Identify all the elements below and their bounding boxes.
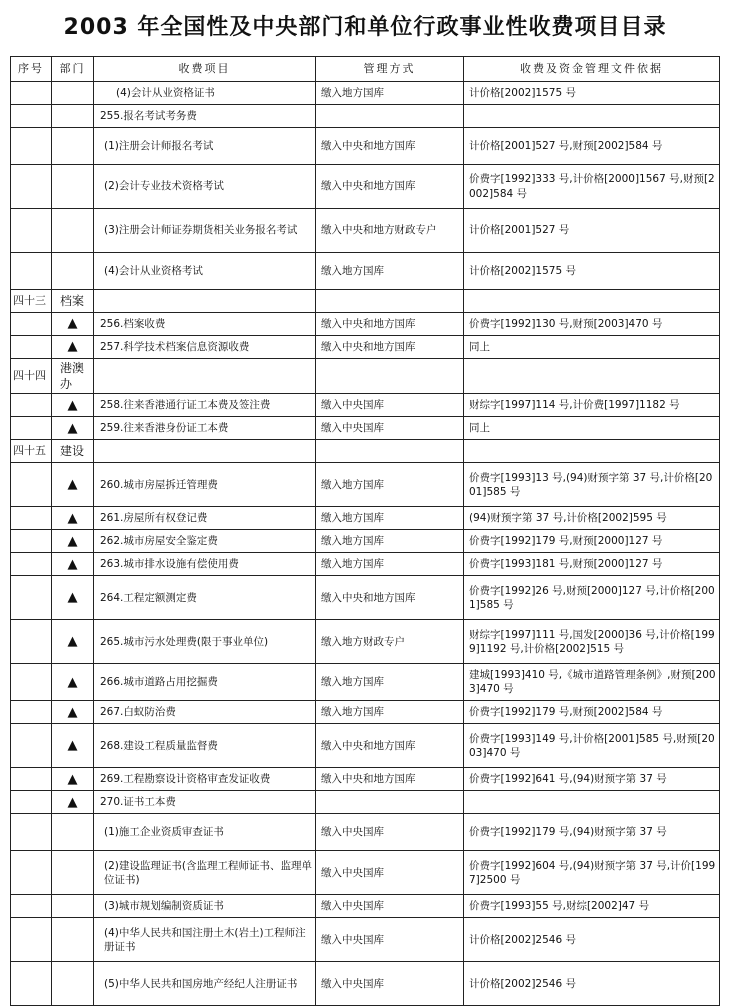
cell-mgmt: 缴入中央国库 — [316, 962, 464, 1006]
cell-item: 262.城市房屋安全鉴定费 — [94, 530, 316, 553]
cell-dept: ▲ — [52, 530, 94, 553]
table-row — [11, 336, 720, 359]
cell-item: (4)中华人民共和国注册土木(岩土)工程师注册证书 — [94, 918, 316, 962]
cell-basis — [464, 290, 720, 313]
cell-mgmt: 缴入中央国库 — [316, 918, 464, 962]
cell-basis: 计价格[2002]2546 号 — [464, 918, 720, 962]
header-basis: 收费及资金管理文件依据 — [464, 57, 720, 82]
cell-dept: ▲ — [52, 336, 94, 359]
cell-mgmt: 缴入中央和地方国库 — [316, 128, 464, 165]
cell-no — [11, 791, 52, 814]
cell-no — [11, 620, 52, 664]
cell-basis: 计价格[2001]527 号,财预[2002]584 号 — [464, 128, 720, 165]
cell-item: 264.工程定额测定费 — [94, 576, 316, 620]
cell-no: 四十四 — [11, 359, 52, 394]
cell-no — [11, 576, 52, 620]
cell-mgmt: 缴入中央国库 — [316, 814, 464, 851]
cell-dept: ▲ — [52, 507, 94, 530]
cell-dept — [52, 82, 94, 105]
cell-no — [11, 895, 52, 918]
cell-no — [11, 165, 52, 209]
cell-basis: 计价格[2002]1575 号 — [464, 82, 720, 105]
cell-item: (1)注册会计师报名考试 — [94, 128, 316, 165]
cell-item: 263.城市排水设施有偿使用费 — [94, 553, 316, 576]
cell-basis: 价费字[1993]181 号,财预[2000]127 号 — [464, 553, 720, 576]
table-row-section — [11, 440, 720, 463]
cell-mgmt: 缴入地方国库 — [316, 664, 464, 701]
table-row — [11, 553, 720, 576]
cell-mgmt: 缴入中央和地方财政专户 — [316, 209, 464, 253]
cell-item — [94, 359, 316, 394]
cell-item: (4)会计从业资格证书 — [94, 82, 316, 105]
cell-mgmt: 缴入地方国库 — [316, 530, 464, 553]
table-row — [11, 962, 720, 1006]
table-row — [11, 165, 720, 209]
cell-item: (3)城市规划编制资质证书 — [94, 895, 316, 918]
cell-dept — [52, 105, 94, 128]
cell-mgmt: 缴入中央国库 — [316, 417, 464, 440]
cell-no — [11, 313, 52, 336]
table-row — [11, 313, 720, 336]
cell-dept — [52, 128, 94, 165]
cell-item: (2)会计专业技术资格考试 — [94, 165, 316, 209]
cell-basis: 价费字[1992]26 号,财预[2000]127 号,计价格[2001]585 号 — [464, 576, 720, 620]
cell-item: (5)中华人民共和国房地产经纪人注册证书 — [94, 962, 316, 1006]
cell-mgmt: 缴入地方国库 — [316, 507, 464, 530]
cell-basis: 建城[1993]410 号,《城市道路管理条例》,财预[2003]470 号 — [464, 664, 720, 701]
table-row — [11, 895, 720, 918]
cell-no — [11, 253, 52, 290]
cell-mgmt — [316, 290, 464, 313]
table-row — [11, 128, 720, 165]
cell-dept: ▲ — [52, 724, 94, 768]
cell-basis: 价费字[1993]55 号,财综[2002]47 号 — [464, 895, 720, 918]
table-row — [11, 105, 720, 128]
cell-dept: ▲ — [52, 664, 94, 701]
table-row — [11, 918, 720, 962]
cell-no — [11, 82, 52, 105]
cell-no — [11, 724, 52, 768]
cell-item: 255.报名考试考务费 — [94, 105, 316, 128]
table-row-section — [11, 290, 720, 313]
cell-item: 260.城市房屋拆迁管理费 — [94, 463, 316, 507]
cell-basis: 同上 — [464, 417, 720, 440]
cell-mgmt: 缴入地方财政专户 — [316, 620, 464, 664]
cell-mgmt: 缴入中央和地方国库 — [316, 724, 464, 768]
table-row — [11, 664, 720, 701]
cell-basis: 价费字[1993]149 号,计价格[2001]585 号,财预[2003]470 号 — [464, 724, 720, 768]
cell-basis: 价费字[1993]13 号,(94)财预字第 37 号,计价格[2001]585 号 — [464, 463, 720, 507]
cell-mgmt — [316, 440, 464, 463]
table-header-row — [11, 57, 720, 82]
cell-no — [11, 664, 52, 701]
cell-no — [11, 128, 52, 165]
cell-dept: ▲ — [52, 417, 94, 440]
table-row — [11, 701, 720, 724]
cell-item: 268.建设工程质量监督费 — [94, 724, 316, 768]
cell-no — [11, 962, 52, 1006]
table-row — [11, 530, 720, 553]
cell-item: 265.城市污水处理费(限于事业单位) — [94, 620, 316, 664]
header-dept: 部门 — [52, 57, 94, 82]
cell-basis: 价费字[1992]641 号,(94)财预字第 37 号 — [464, 768, 720, 791]
cell-no — [11, 768, 52, 791]
cell-dept — [52, 851, 94, 895]
table-row — [11, 576, 720, 620]
cell-no — [11, 463, 52, 507]
cell-item: 270.证书工本费 — [94, 791, 316, 814]
cell-item — [94, 290, 316, 313]
cell-item: 258.往来香港通行证工本费及签注费 — [94, 394, 316, 417]
cell-dept — [52, 895, 94, 918]
cell-dept: ▲ — [52, 576, 94, 620]
table-row — [11, 851, 720, 895]
cell-basis — [464, 105, 720, 128]
cell-no — [11, 530, 52, 553]
cell-mgmt: 缴入中央和地方国库 — [316, 313, 464, 336]
table-body — [11, 82, 720, 1006]
cell-no — [11, 814, 52, 851]
cell-item: (3)注册会计师证券期货相关业务报名考试 — [94, 209, 316, 253]
cell-mgmt: 缴入地方国库 — [316, 82, 464, 105]
cell-basis: 价费字[1992]604 号,(94)财预字第 37 号,计价[1997]2500 号 — [464, 851, 720, 895]
cell-no — [11, 417, 52, 440]
cell-dept — [52, 962, 94, 1006]
cell-mgmt: 缴入中央和地方国库 — [316, 768, 464, 791]
cell-basis: 价费字[1992]333 号,计价格[2000]1567 号,财预[2002]584 号 — [464, 165, 720, 209]
cell-item: (1)施工企业资质审查证书 — [94, 814, 316, 851]
cell-dept: ▲ — [52, 394, 94, 417]
table-row — [11, 209, 720, 253]
cell-dept: 港澳办 — [52, 359, 94, 394]
cell-basis: 价费字[1992]179 号,(94)财预字第 37 号 — [464, 814, 720, 851]
cell-mgmt: 缴入中央国库 — [316, 851, 464, 895]
cell-dept — [52, 253, 94, 290]
cell-dept: 档案 — [52, 290, 94, 313]
cell-dept — [52, 209, 94, 253]
table-row-section — [11, 359, 720, 394]
cell-mgmt: 缴入中央和地方国库 — [316, 165, 464, 209]
table-row — [11, 724, 720, 768]
cell-basis: 价费字[1992]130 号,财预[2003]470 号 — [464, 313, 720, 336]
cell-item: 267.白蚁防治费 — [94, 701, 316, 724]
cell-item: 269.工程勘察设计资格审查发证收费 — [94, 768, 316, 791]
cell-item: (4)会计从业资格考试 — [94, 253, 316, 290]
cell-no — [11, 209, 52, 253]
cell-item: (2)建设监理证书(含监理工程师证书、监理单位证书) — [94, 851, 316, 895]
cell-dept: ▲ — [52, 553, 94, 576]
table-row — [11, 814, 720, 851]
cell-dept: ▲ — [52, 620, 94, 664]
cell-no — [11, 394, 52, 417]
cell-basis — [464, 359, 720, 394]
table-row — [11, 394, 720, 417]
header-item: 收费项目 — [94, 57, 316, 82]
table-row — [11, 507, 720, 530]
cell-basis: 计价格[2001]527 号 — [464, 209, 720, 253]
cell-dept — [52, 165, 94, 209]
cell-mgmt — [316, 359, 464, 394]
cell-no — [11, 507, 52, 530]
cell-mgmt: 缴入中央和地方国库 — [316, 336, 464, 359]
header-mgmt: 管理方式 — [316, 57, 464, 82]
cell-no — [11, 105, 52, 128]
cell-basis: 同上 — [464, 336, 720, 359]
cell-dept: 建设 — [52, 440, 94, 463]
table-row — [11, 620, 720, 664]
cell-basis: 价费字[1992]179 号,财预[2002]584 号 — [464, 701, 720, 724]
table-row — [11, 791, 720, 814]
cell-dept: ▲ — [52, 701, 94, 724]
cell-item — [94, 440, 316, 463]
cell-mgmt: 缴入地方国库 — [316, 553, 464, 576]
cell-mgmt: 缴入地方国库 — [316, 253, 464, 290]
table-row — [11, 768, 720, 791]
cell-mgmt: 缴入中央国库 — [316, 394, 464, 417]
cell-basis — [464, 791, 720, 814]
cell-no: 四十五 — [11, 440, 52, 463]
document-title: 2003 年全国性及中央部门和单位行政事业性收费项目目录 — [63, 15, 667, 40]
table-row — [11, 82, 720, 105]
table-row — [11, 463, 720, 507]
cell-item: 266.城市道路占用挖掘费 — [94, 664, 316, 701]
fee-catalog-table — [10, 56, 720, 1006]
cell-basis: 财综字[1997]111 号,国发[2000]36 号,计价格[1999]1192 号,计价格[2002]515 号 — [464, 620, 720, 664]
cell-item: 259.往来香港身份证工本费 — [94, 417, 316, 440]
table-row — [11, 253, 720, 290]
cell-basis: 财综字[1997]114 号,计价费[1997]1182 号 — [464, 394, 720, 417]
cell-no — [11, 701, 52, 724]
cell-mgmt — [316, 791, 464, 814]
cell-basis — [464, 440, 720, 463]
cell-item: 256.档案收费 — [94, 313, 316, 336]
cell-dept — [52, 918, 94, 962]
cell-no — [11, 553, 52, 576]
cell-basis: 计价格[2002]2546 号 — [464, 962, 720, 1006]
cell-mgmt: 缴入地方国库 — [316, 463, 464, 507]
cell-no — [11, 851, 52, 895]
cell-no — [11, 336, 52, 359]
cell-no: 四十三 — [11, 290, 52, 313]
table-row — [11, 417, 720, 440]
cell-dept: ▲ — [52, 463, 94, 507]
cell-dept: ▲ — [52, 313, 94, 336]
header-no: 序号 — [11, 57, 52, 82]
cell-no — [11, 918, 52, 962]
cell-mgmt: 缴入中央国库 — [316, 895, 464, 918]
cell-mgmt: 缴入中央和地方国库 — [316, 576, 464, 620]
cell-item: 261.房屋所有权登记费 — [94, 507, 316, 530]
cell-mgmt: 缴入地方国库 — [316, 701, 464, 724]
cell-basis: 价费字[1992]179 号,财预[2000]127 号 — [464, 530, 720, 553]
cell-mgmt — [316, 105, 464, 128]
cell-basis: (94)财预字第 37 号,计价格[2002]595 号 — [464, 507, 720, 530]
cell-item: 257.科学技术档案信息资源收费 — [94, 336, 316, 359]
cell-dept: ▲ — [52, 768, 94, 791]
cell-dept — [52, 814, 94, 851]
cell-dept: ▲ — [52, 791, 94, 814]
cell-basis: 计价格[2002]1575 号 — [464, 253, 720, 290]
